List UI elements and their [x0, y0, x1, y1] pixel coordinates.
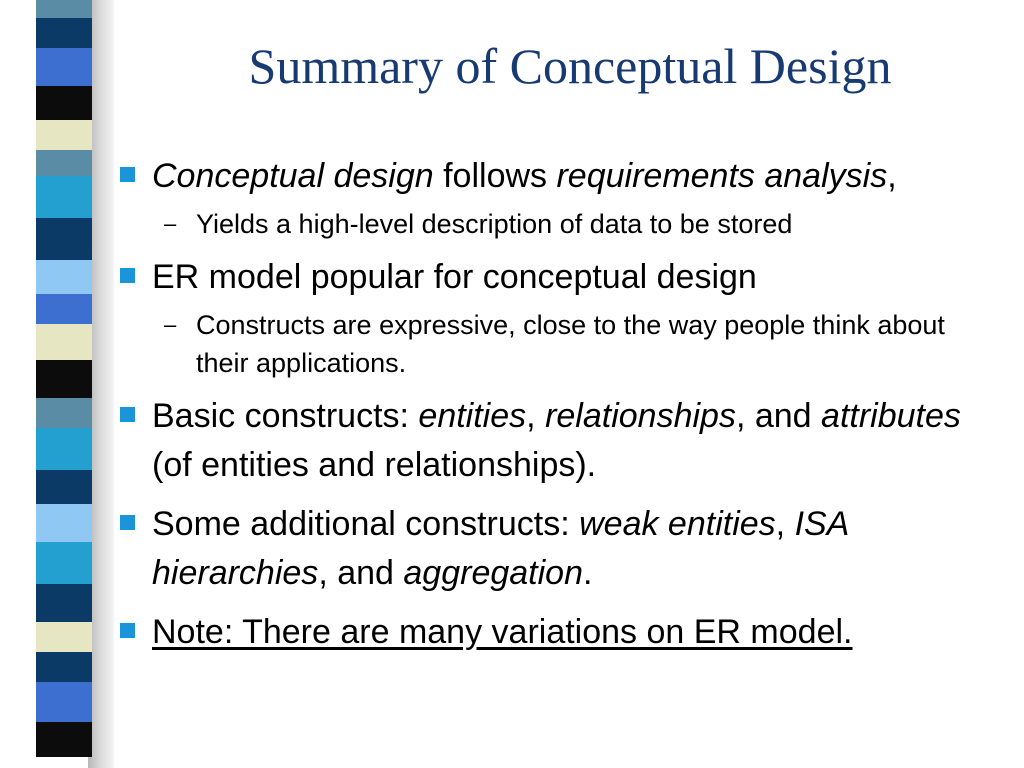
square-bullet-icon — [120, 515, 135, 530]
sub-bullet-text: Constructs are expressive, close to the way people think about their applications. — [196, 310, 945, 378]
strip-block — [36, 360, 92, 398]
strip-block — [36, 428, 92, 470]
bullet-item — [118, 500, 998, 598]
bullet-text-run: ER model popular for conceptual design — [152, 258, 757, 296]
bullet-item — [118, 152, 998, 201]
sub-bullet-text: Yields a high-level description of data to be stored — [196, 209, 793, 239]
bullet-text-run: aggregation — [403, 554, 583, 592]
slide-title: Summary of Conceptual Design — [248, 38, 892, 94]
bullet-text-run: (of entities and relationships). — [152, 446, 597, 484]
strip-block — [36, 652, 92, 682]
strip-block — [36, 470, 92, 504]
strip-block — [36, 398, 92, 428]
square-bullet-icon — [120, 407, 135, 422]
sub-bullet-item — [118, 205, 998, 243]
bullet-item — [118, 392, 998, 490]
strip-block — [36, 0, 92, 18]
bullet-text-run: , — [775, 505, 795, 543]
square-bullet-icon — [120, 268, 135, 283]
strip-block — [36, 722, 92, 757]
bullet-item — [118, 608, 998, 657]
bullet-text-run: entities — [418, 397, 527, 435]
strip-block — [36, 260, 92, 294]
bullet-item — [118, 253, 998, 302]
bullet-text-run: , — [526, 397, 546, 435]
dash-bullet-icon: – — [164, 312, 177, 337]
bullet-text-run: attributes — [821, 397, 961, 435]
bullet-list — [118, 152, 998, 667]
strip-block — [36, 176, 92, 218]
bullet-text-run: , and — [318, 554, 404, 592]
bullet-text-run: relationships — [545, 397, 736, 435]
strip-block — [36, 542, 92, 584]
bullet-text-run: , and — [735, 397, 822, 435]
strip-block — [36, 18, 92, 48]
bullet-text-run: Conceptual design — [152, 157, 434, 195]
strip-block — [36, 120, 92, 150]
bullet-text-run: Some additional constructs: — [152, 505, 580, 543]
strip-block — [36, 682, 92, 722]
strip-block — [36, 504, 92, 542]
bullet-text-run: Basic constructs: — [152, 397, 419, 435]
strip-block — [36, 86, 92, 120]
strip-block — [36, 324, 92, 360]
bullet-text-run: weak entities — [579, 505, 776, 543]
bullet-text-run: , — [887, 157, 897, 195]
bullet-text-run: requirements analysis — [556, 157, 888, 195]
strip-block — [36, 150, 92, 176]
square-bullet-icon — [120, 167, 135, 182]
sub-bullet-item — [118, 306, 998, 382]
bullet-text-run: follows — [433, 157, 557, 195]
strip-block — [36, 218, 92, 260]
bullet-text-run: . — [583, 554, 593, 592]
dash-bullet-icon: – — [164, 211, 177, 236]
bullet-text-run: ISA hierarchies — [152, 505, 849, 592]
strip-block — [36, 622, 92, 652]
decorative-strip — [36, 0, 92, 768]
strip-block — [36, 584, 92, 622]
square-bullet-icon — [120, 623, 135, 638]
bullet-text-run: Note: There are many variations on ER model. — [152, 613, 853, 651]
strip-block — [36, 294, 92, 324]
strip-block — [36, 48, 92, 86]
